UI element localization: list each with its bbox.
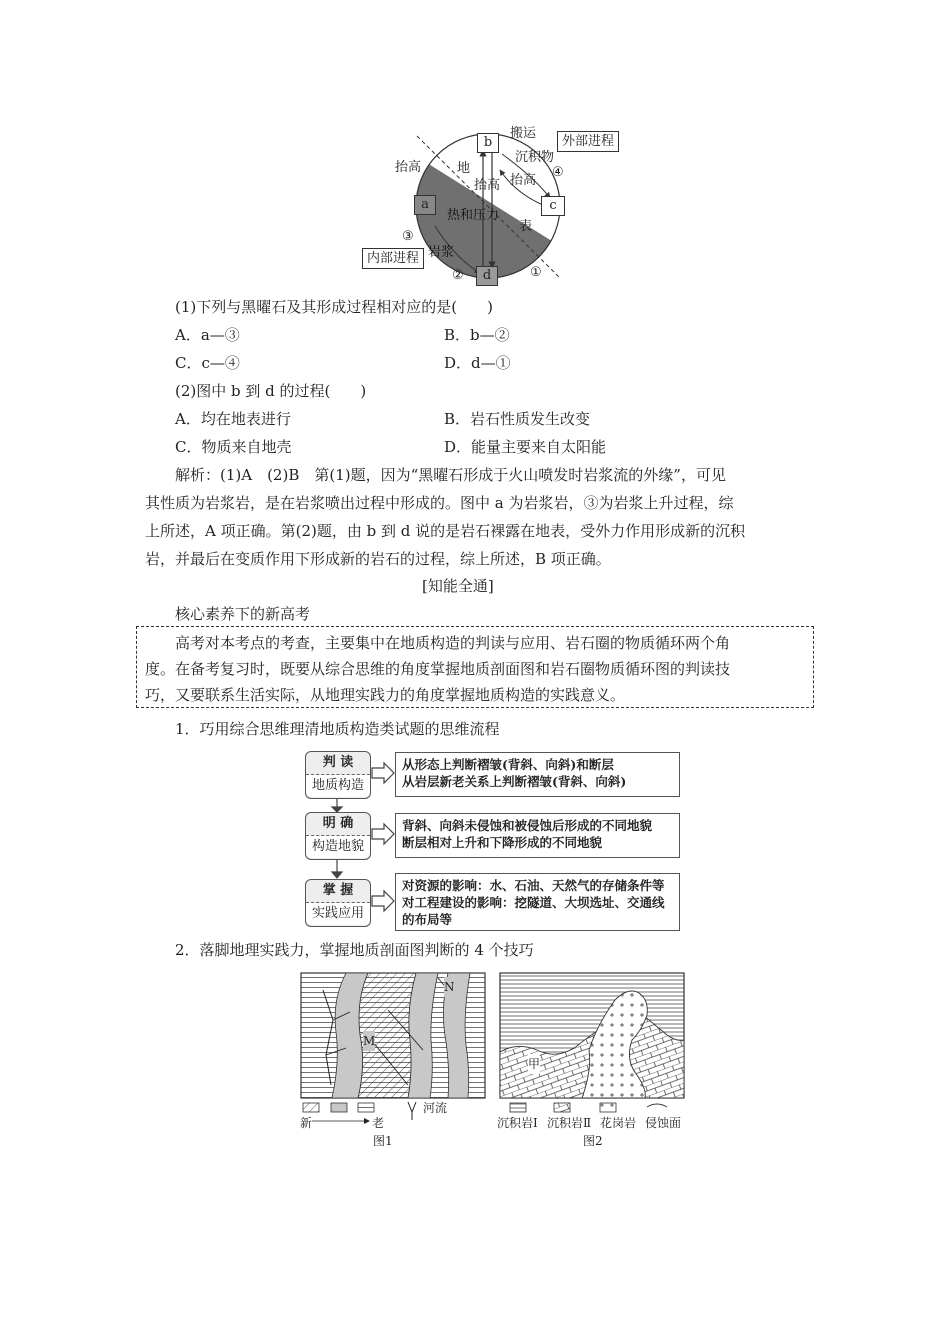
node-b: b bbox=[477, 133, 499, 153]
label-uplift-left: 抬高 bbox=[395, 160, 422, 175]
flow-step-3-detail bbox=[395, 873, 680, 931]
flow-step-1-detail bbox=[395, 752, 680, 797]
flow-step-2-detail bbox=[395, 813, 680, 858]
label-sediment: 沉积物 bbox=[515, 150, 555, 165]
node-a: a bbox=[414, 195, 436, 215]
num-1: ① bbox=[530, 265, 542, 280]
flow-step-3-top: 掌 握 bbox=[306, 880, 370, 903]
num-2: ② bbox=[452, 268, 464, 283]
label-external-process: 外部进程 bbox=[557, 131, 619, 152]
flow-step-2-top: 明 确 bbox=[306, 813, 370, 836]
flow-step-3-bottom: 实践应用 bbox=[306, 903, 370, 925]
flow-connectors bbox=[300, 745, 400, 935]
label-uplift-right: 抬高 bbox=[510, 173, 537, 188]
q1-option-a: A．a—③ bbox=[175, 326, 240, 344]
label-uplift-mid: 抬高 bbox=[474, 178, 501, 193]
fig2-legend-granite: 花岗岩 bbox=[600, 1116, 637, 1130]
q2-option-b: B．岩石性质发生改变 bbox=[444, 410, 591, 428]
fig2-legend-sed1: 沉积岩Ⅰ bbox=[497, 1116, 538, 1130]
fig1-label-n: N bbox=[444, 977, 455, 997]
analysis-line-4: 岩，并最后在变质作用下形成新的岩石的过程，综上所述，B 项正确。 bbox=[145, 550, 611, 568]
figure-2-section bbox=[497, 970, 687, 1130]
q2-option-c: C．物质来自地壳 bbox=[175, 438, 292, 456]
flow-step-1-top: 判 读 bbox=[306, 752, 370, 775]
q2-option-a: A．均在地表进行 bbox=[175, 410, 291, 428]
fig2-label-jia: 甲 bbox=[528, 1054, 540, 1074]
flow-step-1-bottom: 地质构造 bbox=[306, 775, 370, 797]
section-title: [知能全通] bbox=[422, 577, 494, 595]
analysis-line-2: 其性质为岩浆岩，是在岩浆喷出过程中形成的。图中 a 为岩浆岩，③为岩浆上升过程，综 bbox=[145, 494, 734, 512]
label-transport: 搬运 bbox=[510, 126, 537, 141]
flow-step-2-line-1: 背斜、向斜未侵蚀和被侵蚀后形成的不同地貌 bbox=[402, 818, 653, 833]
box-line-1: 高考对本考点的考查，主要集中在地质构造的判读与应用、岩石圈的物质循环两个角 bbox=[175, 634, 731, 652]
core-title: 核心素养下的新高考 bbox=[175, 605, 311, 623]
figure-1-fold-map bbox=[298, 970, 488, 1130]
analysis-line-3: 上所述，A 项正确。第(2)题，由 b 到 d 说的是岩石裸露在地表，受外力作用形成新的沉积 bbox=[145, 522, 746, 540]
flow-step-3-line-2: 对工程建设的影响：挖隧道、大坝选址、交通线 bbox=[402, 895, 665, 910]
flow-step-1-line-2: 从岩层新老关系上判断褶皱(背斜、向斜) bbox=[402, 774, 627, 789]
fig1-label-m: M bbox=[363, 1031, 375, 1051]
flow-step-3-line-3: 的布局等 bbox=[402, 912, 453, 927]
point-2-title: 2．落脚地理实践力，掌握地质剖面图判断的 4 个技巧 bbox=[175, 941, 534, 959]
flow-step-3-line-1: 对资源的影响：水、石油、天然气的存储条件等 bbox=[402, 878, 665, 893]
box-line-2: 度。在备考复习时，既要从综合思维的角度掌握地质剖面图和岩石圈物质循环图的判读技 bbox=[145, 660, 731, 678]
q1-option-d: D．d—① bbox=[444, 354, 511, 372]
node-c: c bbox=[541, 196, 565, 216]
label-surface-1: 地 bbox=[457, 161, 471, 176]
node-d: d bbox=[476, 266, 498, 286]
flow-step-2-line-2: 断层相对上升和下降形成的不同地貌 bbox=[402, 835, 603, 850]
num-4: ④ bbox=[552, 165, 564, 180]
q2-option-d: D．能量主要来自太阳能 bbox=[444, 438, 607, 456]
q1-stem: (1)下列与黑曜石及其形成过程相对应的是( ) bbox=[175, 298, 493, 316]
num-3: ③ bbox=[402, 229, 414, 244]
box-line-3: 巧，又要联系生活实际，从地理实践力的角度掌握地质构造的实践意义。 bbox=[145, 686, 626, 704]
fig1-legend-old: 老 bbox=[372, 1116, 385, 1130]
label-magma: 岩浆 bbox=[428, 245, 455, 260]
fig2-caption: 图2 bbox=[583, 1134, 603, 1148]
fig2-legend-sed2: 沉积岩Ⅱ bbox=[547, 1116, 592, 1130]
analysis-line-1: 解析：(1)A (2)B 第(1)题，因为“黑曜石形成于火山喷发时岩浆流的外缘”，可见 bbox=[175, 466, 726, 484]
label-heat-pressure: 热和压力 bbox=[447, 208, 500, 223]
q2-stem: (2)图中 b 到 d 的过程( ) bbox=[175, 382, 367, 400]
fig1-legend-new: 新 bbox=[300, 1116, 313, 1130]
flow-step-2-bottom: 构造地貌 bbox=[306, 836, 370, 858]
q1-option-b: B．b—② bbox=[444, 326, 510, 344]
point-1-title: 1．巧用综合思维理清地质构造类试题的思维流程 bbox=[175, 720, 500, 738]
fig1-legend-river: 河流 bbox=[423, 1101, 448, 1115]
label-surface-2: 表 bbox=[519, 219, 533, 234]
q1-option-c: C．c—④ bbox=[175, 354, 240, 372]
fig1-caption: 图1 bbox=[373, 1134, 393, 1148]
label-internal-process: 内部进程 bbox=[362, 248, 424, 269]
fig2-legend-erosion: 侵蚀面 bbox=[645, 1116, 682, 1130]
flow-step-1-line-1: 从形态上判断褶皱(背斜、向斜)和断层 bbox=[402, 757, 614, 772]
